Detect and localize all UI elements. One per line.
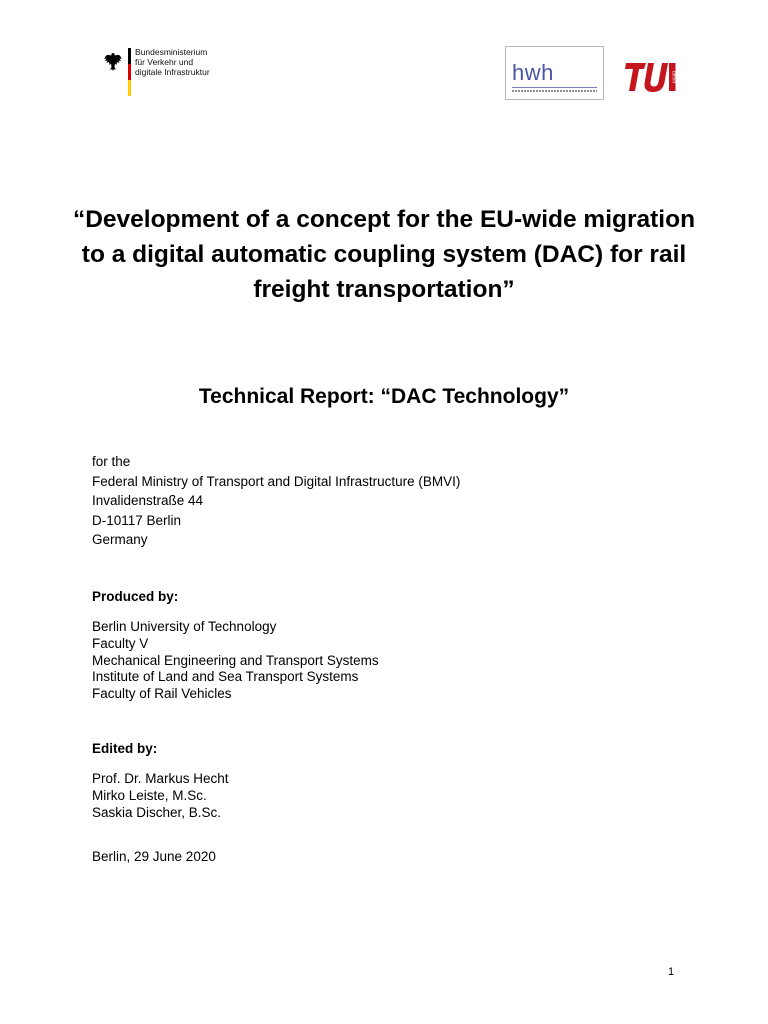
editor-list bbox=[92, 771, 229, 821]
producer-line: Institute of Land and Sea Transport Systems bbox=[92, 669, 359, 685]
hwh-logo-rule bbox=[512, 87, 597, 88]
producer-line: Mechanical Engineering and Transport Systems bbox=[92, 652, 379, 668]
report-title: “Development of a concept for the EU-wide migration to a digital automatic coupling system (DAC) for rail freight transportation” bbox=[72, 206, 696, 303]
hwh-logo bbox=[505, 46, 604, 100]
address-line: Federal Ministry of Transport and Digital Infrastructure (BMVI) bbox=[92, 473, 461, 489]
address-line: for the bbox=[92, 454, 131, 469]
german-flag-bar bbox=[128, 48, 131, 96]
producer-line: Berlin University of Technology bbox=[92, 619, 277, 634]
ministry-line: für Verkehr und bbox=[135, 57, 194, 67]
tu-logo-text: berlin bbox=[670, 70, 676, 84]
report-date: Berlin, 29 June 2020 bbox=[92, 849, 216, 864]
ministry-line: Bundesministerium bbox=[135, 47, 208, 57]
producer-line: Faculty V bbox=[92, 635, 149, 651]
tu-berlin-logo bbox=[624, 60, 676, 94]
producer-list bbox=[92, 619, 379, 703]
page-number: 1 bbox=[668, 966, 675, 978]
federal-eagle-icon bbox=[104, 52, 122, 72]
editor-line: Mirko Leiste, M.Sc. bbox=[92, 787, 207, 803]
address-line: Germany bbox=[92, 532, 148, 547]
editor-line: Prof. Dr. Markus Hecht bbox=[92, 771, 229, 786]
report-subtitle: Technical Report: “DAC Technology” bbox=[198, 385, 570, 408]
editor-line: Saskia Discher, B.Sc. bbox=[92, 804, 222, 820]
recipient-address bbox=[92, 452, 460, 550]
edited-by-heading: Edited by: bbox=[92, 741, 158, 756]
address-line: D-10117 Berlin bbox=[92, 512, 182, 528]
produced-by-heading: Produced by: bbox=[92, 589, 179, 604]
address-line: Invalidenstraße 44 bbox=[92, 493, 204, 508]
ministry-line: digitale Infrastruktur bbox=[135, 67, 210, 77]
producer-line: Faculty of Rail Vehicles bbox=[92, 686, 232, 702]
hwh-logo-word: hwh bbox=[512, 60, 554, 85]
hwh-logo-tagline-graphic bbox=[512, 90, 597, 92]
ministry-name bbox=[135, 47, 210, 77]
